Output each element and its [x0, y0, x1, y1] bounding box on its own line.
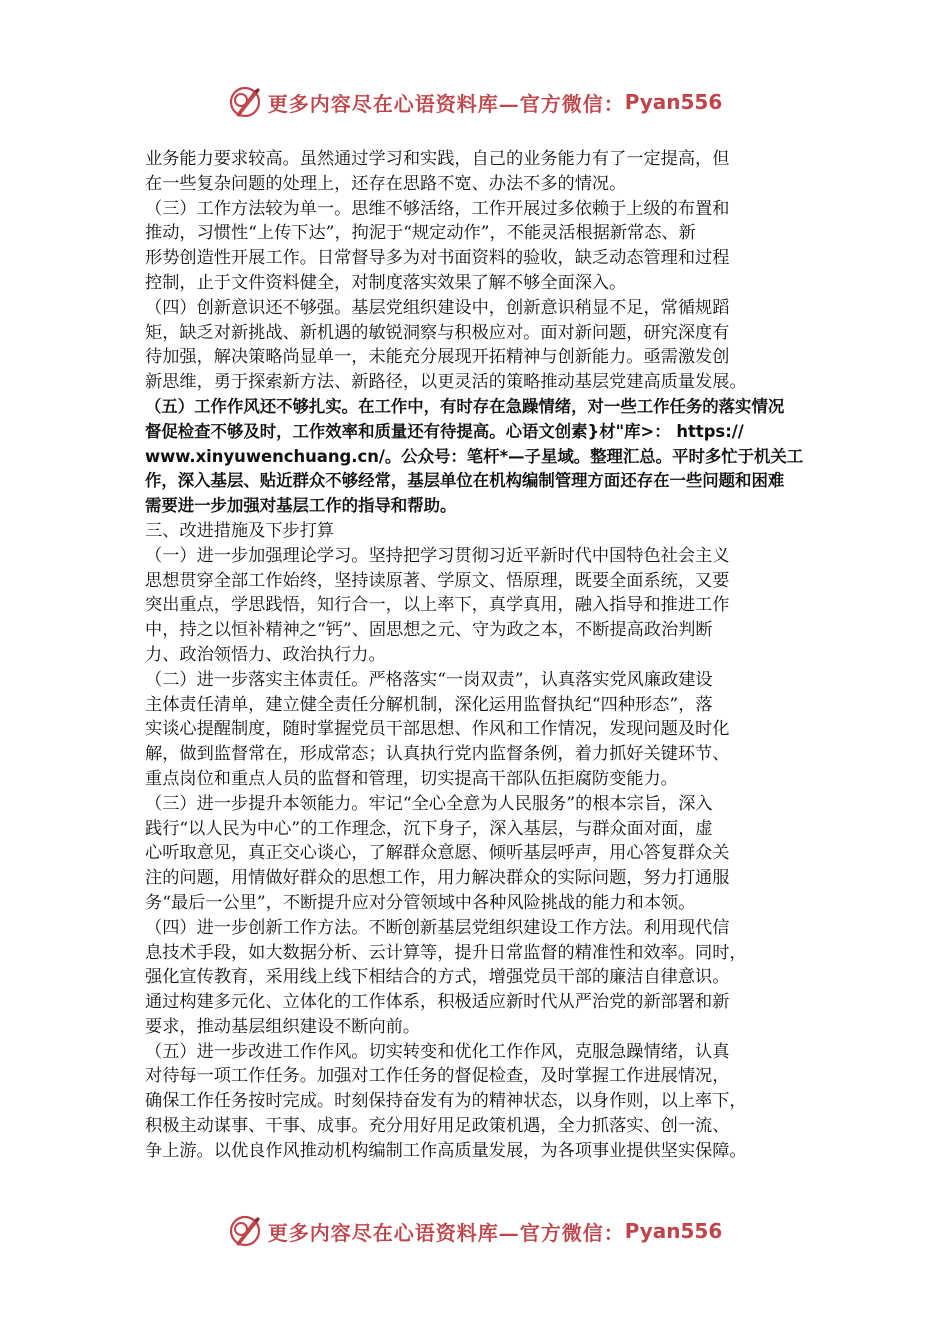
text-line: 践行“以人民为中心”的工作理念，沉下身子，深入基层，与群众面对面，虚	[145, 818, 713, 839]
text-line: 作，深入基层、贴近群众不够经常，基层单位在机构编制管理方面还存在一些问题和困难	[145, 471, 785, 491]
text-line: 需要进一步加强对基层工作的指导和帮助。	[145, 496, 457, 516]
text-line: 重点岗位和重点人员的监督和管理，切实提高干部队伍拒腐防变能力。	[145, 768, 678, 789]
text-line: 注的问题，用情做好群众的思想工作，用力解决群众的实际问题，努力打通服	[145, 868, 730, 889]
text-line: 在一些复杂问题的处理上，还存在思路不宽、办法不多的情况。	[145, 173, 627, 194]
text-line: （五）进一步改进工作作风。切实转变和优化工作作风，克服急躁情绪，认真	[145, 1041, 730, 1062]
text-line: 新思维，勇于探索新方法、新路径，以更灵活的策略推动基层党建高质量发展。	[145, 372, 747, 393]
text-line: 控制，止于文件资料健全，对制度落实效果了解不够全面深入。	[145, 272, 627, 293]
text-line: 矩，缺乏对新挑战、新机遇的敏锐洞察与积极应对。面对新问题，研究深度有	[145, 322, 730, 343]
text-line: 思想贯穿全部工作始终，坚持读原著、学原文、悟原理，既要全面系统，又要	[145, 570, 730, 591]
text-line: 推动，习惯性“上传下达”，拘泥于“规定动作”，不能灵活根据新常态、新	[145, 223, 696, 244]
text-line: （三）进一步提升本领能力。牢记“全心全意为人民服务”的根本宗旨，深入	[145, 793, 713, 814]
text-line: 务“最后一公里”，不断提升应对分管领域中各种风险挑战的能力和本领。	[145, 892, 696, 913]
footer-watermark-banner	[0, 1211, 950, 1251]
text-line: （二）进一步落实主体责任。严格落实“一岗双责”，认真落实党风廉政建设	[145, 669, 713, 690]
text-line: 力、政治领悟力、政治执行力。	[145, 644, 386, 665]
text-line: （四）进一步创新工作方法。不断创新基层党组织建设工作方法。利用现代信	[145, 917, 730, 938]
text-line: 要求，推动基层组织建设不断向前。	[145, 1016, 421, 1037]
text-line: www.xinyuwenchuang.cn/。公众号：笔杆*—子星域。整理汇总。平时多忙于机关工	[145, 446, 804, 466]
text-line: 对待每一项工作任务。加强对工作任务的督促检查，及时掌握工作进展情况，	[145, 1066, 730, 1087]
pen-logo-icon	[228, 1214, 262, 1248]
text-line: （四）创新意识还不够强。基层党组织建设中，创新意识稍显不足，常循规蹈	[145, 297, 730, 318]
text-line: 督促检查不够及时，工作效率和质量还有待提高。心语文创素}材"库>： https://	[145, 421, 744, 441]
text-line: 突出重点，学思践悟，知行合一，以上率下，真学真用，融入指导和推进工作	[145, 595, 730, 616]
text-line: 主体责任清单，建立健全责任分解机制，深化运用监督执纪“四种形态”，落	[145, 694, 713, 715]
text-line: 形势创造性开展工作。日常督导多为对书面资料的验收，缺乏动态管理和过程	[145, 248, 730, 269]
text-line: 心听取意见，真正交心谈心，了解群众意愿、倾听基层呼声，用心答复群众关	[145, 843, 730, 864]
text-line: 积极主动谋事、干事、成事。充分用好用足政策机遇，全力抓落实、创一流、	[145, 1116, 730, 1137]
text-line: 业务能力要求较高。虽然通过学习和实践，自己的业务能力有了一定提高，但	[145, 149, 730, 169]
text-line: 实谈心提醒制度，随时掌握党员干部思想、作风和工作情况，发现问题及时化	[145, 719, 730, 740]
text-line: 通过构建多元化、立体化的工作体系，积极适应新时代从严治党的新部署和新	[145, 992, 730, 1013]
header-watermark-banner	[0, 82, 950, 122]
text-line: （五）工作作风还不够扎实。在工作中，有时存在急躁情绪，对一些工作任务的落实情况	[145, 396, 785, 416]
banner-text: 更多内容尽在心语资料库—官方微信：	[267, 91, 625, 116]
banner-text: 更多内容尽在心语资料库—官方微信：	[267, 1220, 625, 1245]
text-line: （一）进一步加强理论学习。坚持把学习贯彻习近平新时代中国特色社会主义	[145, 545, 730, 566]
text-line: （三）工作方法较为单一。思维不够活络，工作开展过多依赖于上级的布置和	[145, 198, 730, 219]
text-line: 息技术手段，如大数据分析、云计算等，提升日常监督的精准性和效率。同时，	[145, 942, 747, 963]
text-line: 确保工作任务按时完成。时刻保持奋发有为的精神状态，以身作则，以上率下，	[145, 1091, 747, 1112]
banner-wechat-id: Pyan556	[624, 90, 723, 114]
document-body	[145, 147, 813, 1164]
text-line: 三、改进措施及下步打算	[145, 520, 335, 541]
text-line: 待加强，解决策略尚显单一，未能充分展现开拓精神与创新能力。亟需激发创	[145, 347, 730, 368]
banner-wechat-id: Pyan556	[624, 1219, 723, 1243]
text-line: 争上游。以优良作风推动机构编制工作高质量发展，为各项事业提供坚实保障。	[145, 1140, 747, 1161]
text-line: 解，做到监督常在，形成常态；认真执行党内监督条例，着力抓好关键环节、	[145, 744, 730, 765]
text-line: 强化宣传教育，采用线上线下相结合的方式，增强党员干部的廉洁自律意识。	[145, 967, 730, 988]
pen-logo-icon	[228, 85, 262, 119]
text-line: 中，持之以恒补精神之“钙”、固思想之元、守为政之本，不断提高政治判断	[145, 620, 713, 641]
